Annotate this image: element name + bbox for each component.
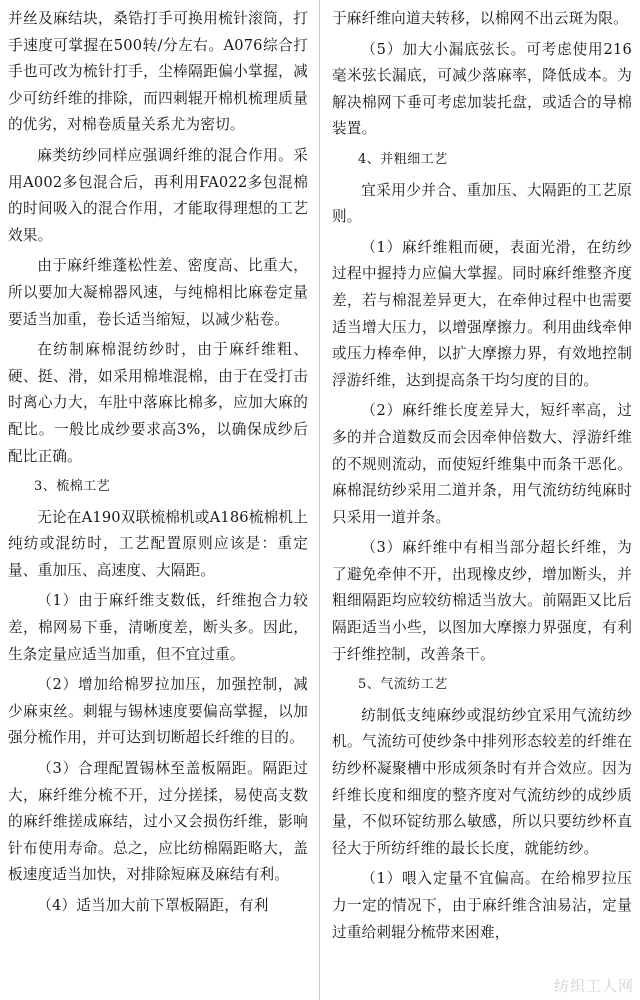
paragraph: （1）麻纤维粗而硬，表面光滑，在纺纱过程中握持力应偏大掌握。同时麻纤维整齐度差，若与棉混差异更大，在牵伸过程中也需要适当增大压力，以增强摩擦力。利用曲线牵伸或压力棒牵伸，以扩大摩擦力界，有效地控制浮游纤维，达到提高条干均匀度的目的。 (332, 238, 632, 389)
paragraph: 麻类纺纱同样应强调纤维的混合作用。采用A002多包混合后，再利用FA022多包混棉的时间吸入的混合作用，才能取得理想的工艺效果。 (8, 146, 308, 244)
section-heading: 5、气流纺工艺 (358, 677, 448, 693)
paragraph: （3）合理配置锡林至盖板隔距。隔距过大，麻纤维分梳不开，过分搓揉，易使高支数的麻纤维搓成麻结，过小又会损伤纤维，影响针布使用寿命。总之，应比纺棉隔距略大，盖板速度适当加快，对排除短麻及麻结有利。 (8, 760, 308, 884)
paragraph: 纺制低支纯麻纱或混纺纱宜采用气流纺纱机。气流纺可使纱条中排列形态较差的纤维在纺纱杯凝聚槽中形成须条时有并合效应。因为纤维长度和细度的整齐度对气流纺纱的成纱质量，不似环锭纺那么敏感，所以只要纺纱杯直径大于所纺纤维的最长长度，就能纺纱。 (332, 706, 632, 857)
paragraph: 由于麻纤维蓬松性差、密度高、比重大，所以要加大凝棉器风速，与纯棉相比麻卷定量要适当加重，卷长适当缩短，以减少粘卷。 (8, 257, 308, 328)
paragraph: （2）麻纤维长度差异大，短纤率高，过多的并合道数反而会因牵伸倍数大、浮游纤维的不规则流动，而使短纤维集中而条干恶化。麻棉混纺纱采用二道并条，用气流纺纺纯麻时只采用一道并条。 (332, 402, 632, 526)
paragraph: （1）喂入定量不宜偏高。在给棉罗拉压力一定的情况下，由于麻纤维含油易沾，定量过重给刺辊分梳带来困难， (332, 870, 632, 941)
paragraph: （4）适当加大前下罩板隔距，有利 (37, 897, 269, 914)
paragraph: 并丝及麻结块，桑锆打手可换用梳针滚筒，打手速度可掌握在500转/分左右。A076综合打手也可改为梳针打手，尘棒隔距偏小掌握，减少可纺纤维的排除，而四刺辊开棉机梳理质量的优劣，对棉卷质量关系尤为密切。 (8, 10, 308, 134)
section-heading: 3、梳棉工艺 (34, 479, 111, 495)
paragraph: 在纺制麻棉混纺纱时，由于麻纤维粗、硬、挺、滑，如采用棉堆混棉，由于在受打击时离心力大，车肚中落麻比棉多，应加大麻的配比。一般比成纱要求高3%，以确保成纱后配比正确。 (8, 341, 308, 465)
section-heading: 4、并粗细工艺 (358, 151, 448, 167)
right-column (332, 6, 632, 1000)
left-column (8, 6, 308, 1000)
paragraph: 无论在A190双联梳棉机或A186梳棉机上纯纺或混纺时，工艺配置原则应该是：重定量、重加压、高速度、大隔距。 (8, 508, 308, 579)
watermark: 纺织工人网 (553, 977, 634, 995)
paragraph: 宜采用少并合、重加压、大隔距的工艺原则。 (332, 181, 632, 226)
paragraph: （3）麻纤维中有相当部分超长纤维，为了避免牵伸不开，出现橡皮纱，增加断头，并粗细隔距均应较纺棉适当放大。前隔距又比后隔距适当小些，以图加大摩擦力界强度，有利于纤维控制，改善条干。 (332, 539, 632, 663)
paragraph: （1）由于麻纤维支数低，纤维抱合力较差，棉网易下垂，清晰度差，断头多。因此，生条定量应适当加重，但不宜过重。 (8, 592, 308, 663)
column-divider (319, 0, 320, 1000)
paragraph: （5）加大小漏底弦长。可考虑使用216毫米弦长漏底，可减少落麻率，降低成本。为解决棉网下垂可考虑加装托盘，或适合的导棉装置。 (332, 40, 632, 138)
paragraph: （2）增加给棉罗拉加压，加强控制，减少麻束丝。刺辊与锡林速度要偏高掌握，以加强分梳作用，并可达到切断超长纤维的目的。 (8, 676, 308, 747)
paragraph: 于麻纤维向道夫转移，以棉网不出云斑为限。 (332, 10, 628, 27)
